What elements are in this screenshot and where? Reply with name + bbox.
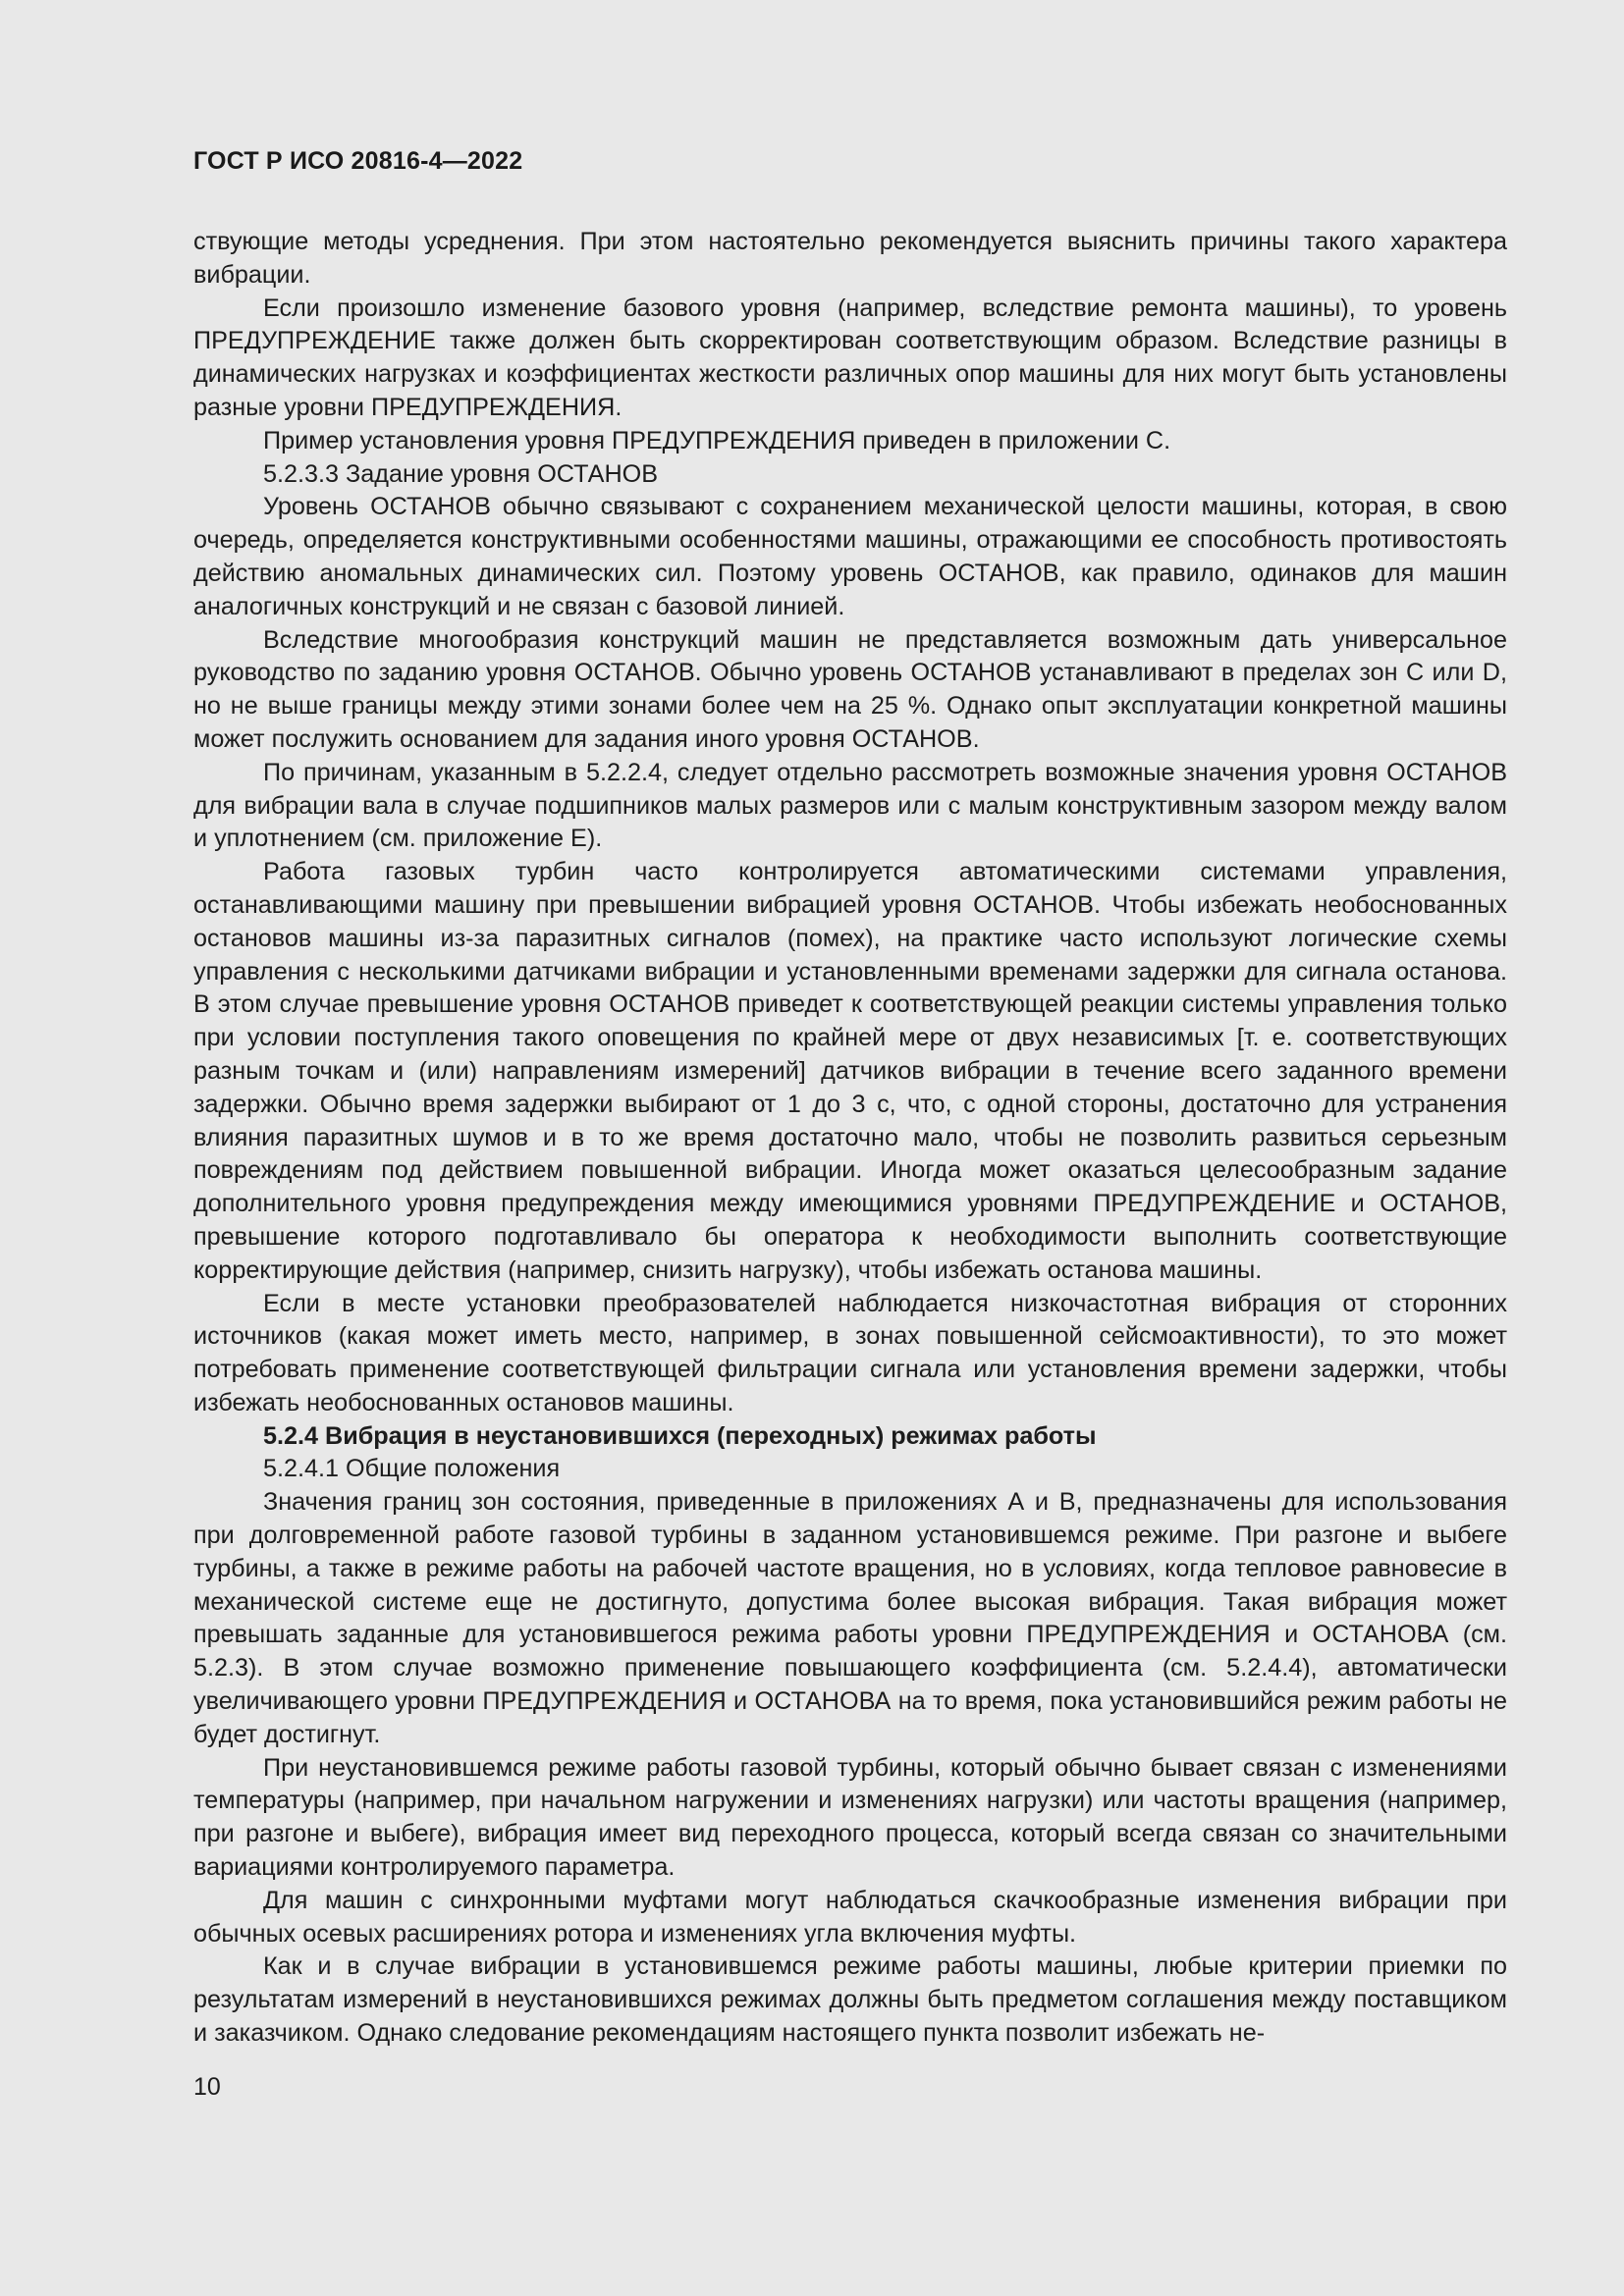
- paragraph: 5.2.3.3 Задание уровня ОСТАНОВ: [263, 459, 659, 488]
- paragraph: Как и в случае вибрации в установившемся режиме работы машины, любые критерии приемки по результатам измерений в неустановившихся режимах должны быть предметом соглашения между поставщиком и заказчиком. Однако следование рекомендациям настоящего пункта позволит избежать не-: [193, 1952, 1507, 2048]
- paragraph: Работа газовых турбин часто контролируется автоматическими системами управления, останавливающими машину при превышении вибрацией уровня ОСТАНОВ. Чтобы избежать необоснованных остановов машины из-за паразитных сигналов (помех), на практике часто используют логические схемы управления с несколькими датчиками вибрации и установленными временами задержки для сигнала останова. В этом случае превышение уровня ОСТАНОВ приведет к соответствующей реакции системы управления только при условии поступления такого оповещения по крайней мере от двух независимых [т. е. соответствующих разным точкам и (или) направлениям измерений] датчиков вибрации в течение всего заданного времени задержки. Обычно время задержки выбирают от 1 до 3 с, что, с одной стороны, достаточно для устранения влияния паразитных шумов и в то же время достаточно мало, чтобы не позволить развиться серьезным повреждениям под действием повышенной вибрации. Иногда может оказаться целесообразным задание дополнительного уровня предупреждения между имеющимися уровнями ПРЕДУПРЕЖДЕНИЕ и ОСТАНОВ, превышение которого подготавливало бы оператора к необходимости выполнить соответствующие корректирующие действия (например, снизить нагрузку), чтобы избежать останова машины.: [193, 858, 1507, 1284]
- page-number: 10: [193, 2073, 221, 2101]
- paragraph: ствующие методы усреднения. При этом настоятельно рекомендуется выяснить причины такого характера вибрации.: [193, 228, 1507, 289]
- paragraph: При неустановившемся режиме работы газовой турбины, который обычно бывает связан с изменениями температуры (например, при начальном нагружении и изменениях нагрузки) или частоты вращения (например, при разгоне и выбеге), вибрация имеет вид переходного процесса, который всегда связан со значительными вариациями контролируемого параметра.: [193, 1753, 1507, 1882]
- paragraph: Пример установления уровня ПРЕДУПРЕЖДЕНИЯ приведен в приложении С.: [263, 426, 1171, 454]
- paragraph: Значения границ зон состояния, приведенные в приложениях А и В, предназначены для использования при долговременной работе газовой турбины в заданном установившемся режиме. При разгоне и выбеге турбины, а также в режиме работы на рабочей частоте вращения, но в условиях, когда тепловое равновесие в механической системе еще не достигнуто, допустима более высокая вибрация. Такая вибрация может превышать заданные для установившегося режима работы уровни ПРЕДУПРЕЖДЕНИЯ и ОСТАНОВА (см. 5.2.3). В этом случае возможно применение повышающего коэффициента (см. 5.2.4.4), автоматически увеличивающего уровни ПРЕДУПРЕЖДЕНИЯ и ОСТАНОВА на то время, пока установившийся режим работы не будет достигнут.: [193, 1488, 1507, 1748]
- paragraph: Вследствие многообразия конструкций машин не представляется возможным дать универсальное руководство по заданию уровня ОСТАНОВ. Обычно уровень ОСТАНОВ устанавливают в пределах зон С или D, но не выше границы между этими зонами более чем на 25 %. Однако опыт эксплуатации конкретной машины может послужить основанием для задания иного уровня ОСТАНОВ.: [193, 625, 1507, 753]
- paragraph: 5.2.4.1 Общие положения: [263, 1455, 561, 1483]
- paragraph: По причинам, указанным в 5.2.2.4, следует отдельно рассмотреть возможные значения уровня ОСТАНОВ для вибрации вала в случае подшипников малых размеров или с малым конструктивным зазором между валом и уплотнением (см. приложение Е).: [193, 758, 1507, 853]
- document-body: [193, 226, 1507, 2051]
- paragraph: Уровень ОСТАНОВ обычно связывают с сохранением механической целости машины, которая, в свою очередь, определяется конструктивными особенностями машины, отражающими ее способность противостоять действию аномальных динамических сил. Поэтому уровень ОСТАНОВ, как правило, одинаков для машин аналогичных конструкций и не связан с базовой линией.: [193, 493, 1507, 620]
- paragraph: Если произошло изменение базового уровня (например, вследствие ремонта машины), то уровень ПРЕДУПРЕЖДЕНИЕ также должен быть скорректирован соответствующим образом. Вследствие разницы в динамических нагрузках и коэффициентах жесткости различных опор машины для них могут быть установлены разные уровни ПРЕДУПРЕЖДЕНИЯ.: [193, 294, 1507, 421]
- paragraph: Если в месте установки преобразователей наблюдается низкочастотная вибрация от сторонних источников (какая может иметь место, например, в зонах повышенной сейсмоактивности), то это может потребовать применение соответствующей фильтрации сигнала или установления времени задержки, чтобы избежать необоснованных остановов машины.: [193, 1289, 1507, 1416]
- paragraph: Для машин с синхронными муфтами могут наблюдаться скачкообразные изменения вибрации при обычных осевых расширениях ротора и изменениях угла включения муфты.: [193, 1886, 1507, 1948]
- section-heading: 5.2.4 Вибрация в неустановившихся (переходных) режимах работы: [263, 1421, 1097, 1450]
- document-header: ГОСТ Р ИСО 20816-4—2022: [193, 147, 523, 175]
